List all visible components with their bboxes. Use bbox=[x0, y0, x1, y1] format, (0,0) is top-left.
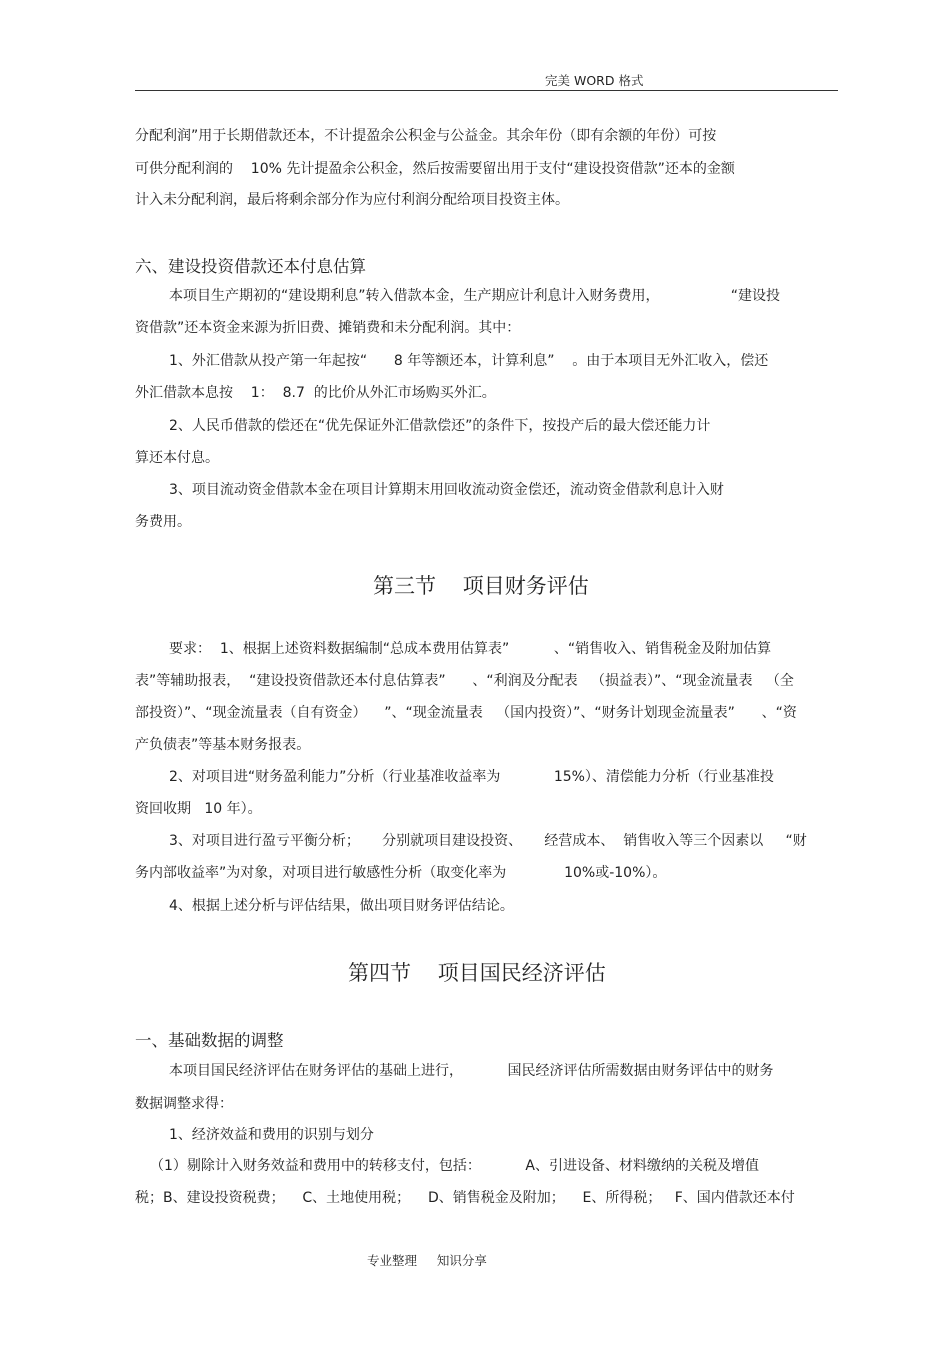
chapter-title: 第三节 项目财务评估 bbox=[373, 574, 589, 598]
paragraph-line: 要求： 1、根据上述资料数据编制“总成本费用估算表” 、“销售收入、销售税金及附加估算 bbox=[169, 641, 772, 657]
paragraph-line: 2、对项目进“财务盈利能力”分析（行业基准收益率为 15%）、清偿能力分析（行业基准投 bbox=[169, 769, 774, 785]
paragraph-line: 外汇借款本息按 1： 8.7 的比价从外汇市场购买外汇。 bbox=[135, 385, 496, 401]
paragraph-line: 本项目生产期初的“建设期利息”转入借款本金，生产期应计利息计入财务费用， “建设投 bbox=[169, 288, 780, 304]
paragraph-line: 计入未分配利润，最后将剩余部分作为应付利润分配给项目投资主体。 bbox=[135, 192, 569, 208]
paragraph-line: 分配利润”用于长期借款还本，不计提盈余公积金与公益金。其余年份（即有余额的年份）可按 bbox=[135, 128, 717, 144]
paragraph-line: 本项目国民经济评估在财务评估的基础上进行， 国民经济评估所需数据由财务评估中的财务 bbox=[169, 1063, 774, 1079]
section-heading: 六、建设投资借款还本付息估算 bbox=[135, 257, 366, 276]
paragraph-line: 资借款”还本资金来源为折旧费、摊销费和未分配利润。其中： bbox=[135, 320, 521, 336]
paragraph-line: 部投资）”、“现金流量表（自有资金） ”、“现金流量表 （国内投资）”、“财务计划现金流量表” 、“资 bbox=[135, 705, 797, 721]
paragraph-line: 数据调整求得： bbox=[135, 1096, 233, 1112]
chapter-title: 第四节 项目国民经济评估 bbox=[348, 961, 606, 985]
header-text: 完美 WORD 格式 bbox=[545, 73, 644, 88]
page-header bbox=[135, 68, 838, 91]
paragraph-line: 税；B、建设投资税费； C、土地使用税； D、销售税金及附加； E、所得税； F、国内借款还本付 bbox=[135, 1190, 795, 1206]
section-heading: 一、基础数据的调整 bbox=[135, 1031, 284, 1050]
paragraph-line: 可供分配利润的 10% 先计提盈余公积金，然后按需要留出用于支付“建设投资借款”还本的金额 bbox=[135, 161, 735, 177]
paragraph-line: 1、经济效益和费用的识别与划分 bbox=[169, 1127, 374, 1143]
page-footer: 专业整理 知识分享 bbox=[367, 1253, 487, 1268]
paragraph-line: 2、人民币借款的偿还在“优先保证外汇借款偿还”的条件下，按投产后的最大偿还能力计 bbox=[169, 418, 711, 434]
paragraph-line: 3、对项目进行盈亏平衡分析； 分别就项目建设投资、 经营成本、 销售收入等三个因素以 “财 bbox=[169, 833, 807, 849]
paragraph-line: 表”等辅助报表， “建设投资借款还本付息估算表” 、“利润及分配表 （损益表）”、“现金流量表 （全 bbox=[135, 673, 794, 689]
paragraph-line: 资回收期 10 年）。 bbox=[135, 801, 262, 817]
paragraph-line: 算还本付息。 bbox=[135, 450, 219, 466]
paragraph-line: （1）剔除计入财务效益和费用中的转移支付，包括： A、引进设备、材料缴纳的关税及增值 bbox=[150, 1158, 759, 1174]
paragraph-line: 务内部收益率”为对象，对项目进行敏感性分析（取变化率为 10%或-10%）。 bbox=[135, 865, 667, 881]
paragraph-line: 务费用。 bbox=[135, 514, 191, 530]
paragraph-line: 产负债表”等基本财务报表。 bbox=[135, 737, 311, 753]
paragraph-line: 4、根据上述分析与评估结果，做出项目财务评估结论。 bbox=[169, 898, 514, 914]
paragraph-line: 1、外汇借款从投产第一年起按“ 8 年等额还本，计算利息” 。由于本项目无外汇收入，偿还 bbox=[169, 353, 769, 369]
paragraph-line: 3、项目流动资金借款本金在项目计算期末用回收流动资金偿还，流动资金借款利息计入财 bbox=[169, 482, 724, 498]
